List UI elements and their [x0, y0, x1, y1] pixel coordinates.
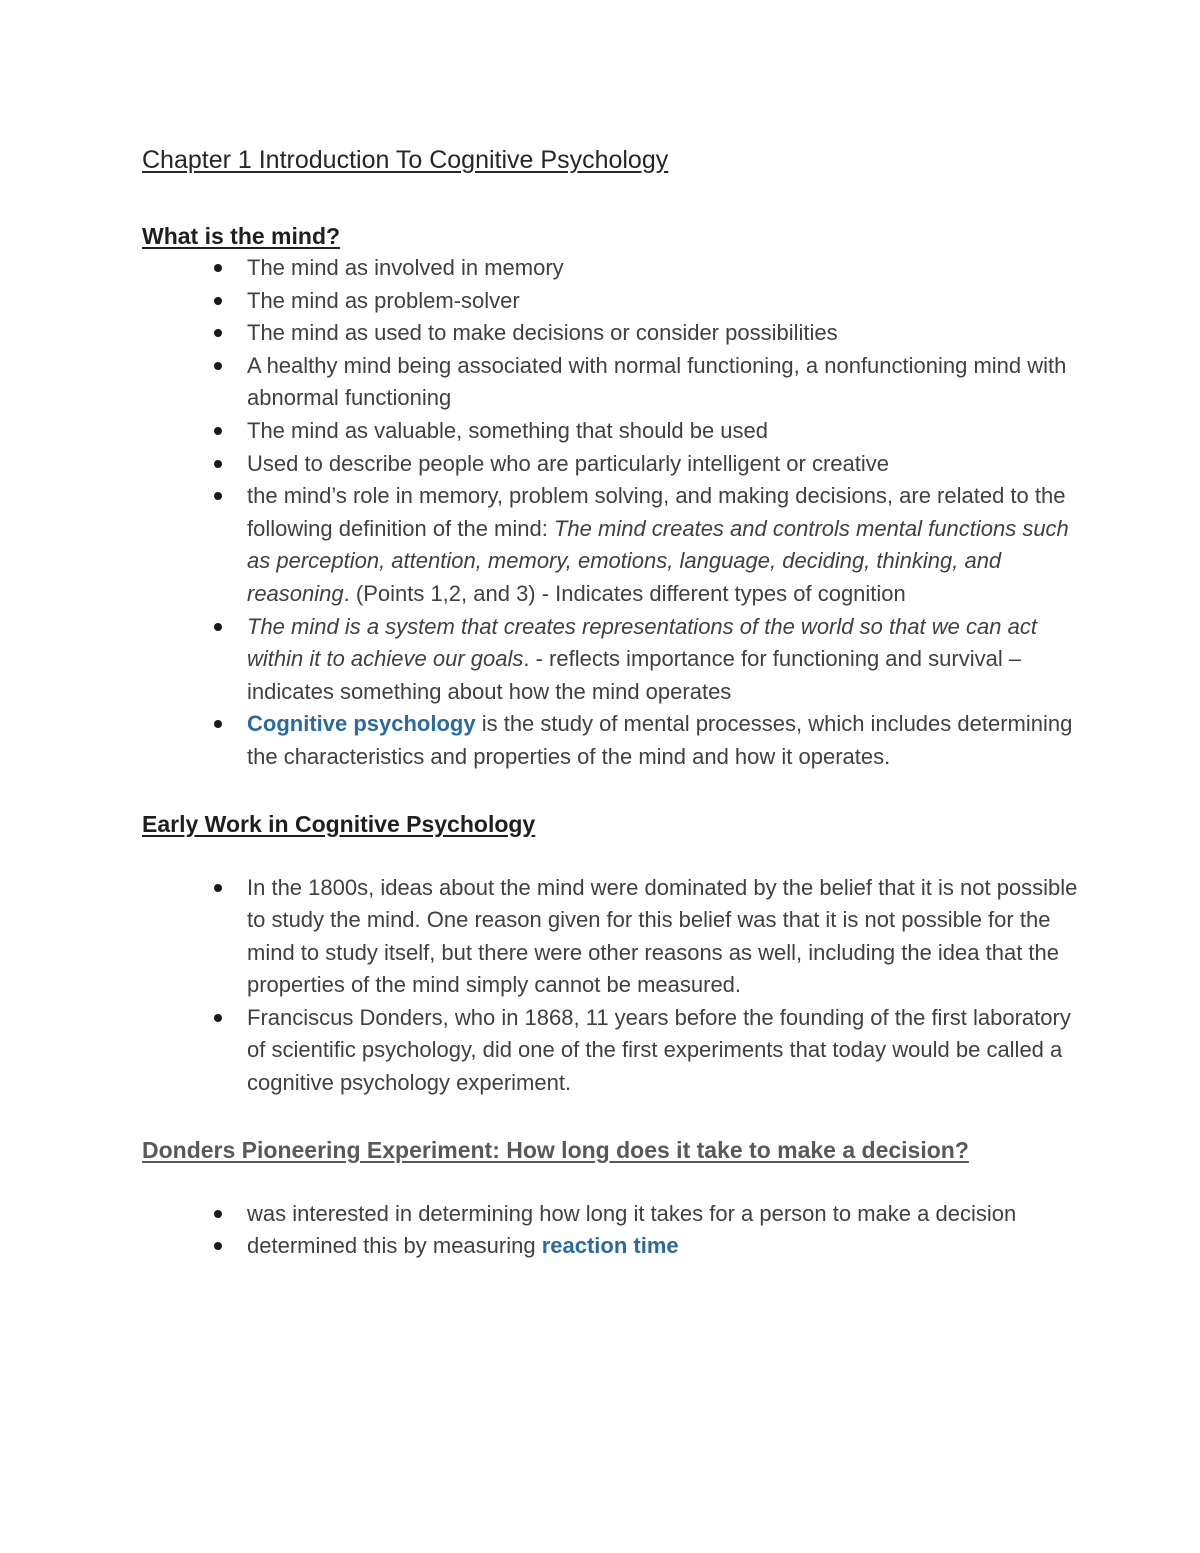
- list-item-text: the mind’s role in memory, problem solving, and making decisions, are related to the following definition of the mind:: [247, 483, 1066, 541]
- section-heading-early-work: Early Work in Cognitive Psychology: [142, 810, 536, 837]
- list-item: The mind as valuable, something that should be used: [247, 415, 1082, 448]
- mind-definition-italic: The mind creates and controls mental functions such as perception, attention, memory, emotions, language, deciding, thinking, and reasoning: [247, 515, 1069, 606]
- list-item-text: is the study of mental processes, which includes determining the characteristics and properties of the mind and how it operates.: [247, 711, 1073, 769]
- list-item: Used to describe people who are particularly intelligent or creative: [247, 448, 1082, 481]
- list-item: [247, 480, 1082, 610]
- key-term-reaction-time: reaction time: [541, 1233, 679, 1259]
- list-item-text: . (Points 1,2, and 3) - Indicates different types of cognition: [343, 580, 906, 606]
- list-item: In the 1800s, ideas about the mind were dominated by the belief that it is not possible to study the mind. One reason given for this belief was that it is not possible for the mind to study itself, but there were other reasons as well, including the idea that the properties of the mind simply cannot be measured.: [247, 872, 1082, 1002]
- list-item: The mind as problem-solver: [247, 285, 1082, 318]
- list-item: [247, 1230, 1082, 1263]
- list-item: was interested in determining how long it takes for a person to make a decision: [247, 1198, 1082, 1231]
- section-heading-what-is-the-mind: What is the mind?: [142, 223, 341, 249]
- list-item: The mind as used to make decisions or consider possibilities: [247, 317, 1082, 350]
- list-item-text: . - reflects importance for functioning and survival – indicates something about how the mind operates: [247, 646, 1022, 704]
- key-term-cognitive-psychology: Cognitive psychology: [247, 711, 476, 737]
- list-item-text: determined this by measuring: [247, 1233, 542, 1259]
- mind-system-italic: The mind is a system that creates representations of the world so that we can act within it to achieve our goals: [247, 613, 1037, 672]
- list-item: [247, 708, 1082, 773]
- list-item: The mind as involved in memory: [247, 252, 1082, 285]
- bullet-list-what-is-the-mind: [142, 252, 1082, 774]
- list-item: [247, 611, 1082, 709]
- document-page: [142, 142, 1082, 1263]
- bullet-list-early-work: [142, 872, 1082, 1100]
- bullet-list-donders: [142, 1198, 1082, 1263]
- document-title: Chapter 1 Introduction To Cognitive Psychology: [142, 146, 669, 174]
- section-heading-donders-experiment: Donders Pioneering Experiment: How long does it take to make a decision?: [142, 1136, 969, 1163]
- list-item: A healthy mind being associated with normal functioning, a nonfunctioning mind with abnormal functioning: [247, 350, 1082, 415]
- list-item: Franciscus Donders, who in 1868, 11 years before the founding of the first laboratory of scientific psychology, did one of the first experiments that today would be called a cognitive psychology experiment.: [247, 1002, 1082, 1100]
